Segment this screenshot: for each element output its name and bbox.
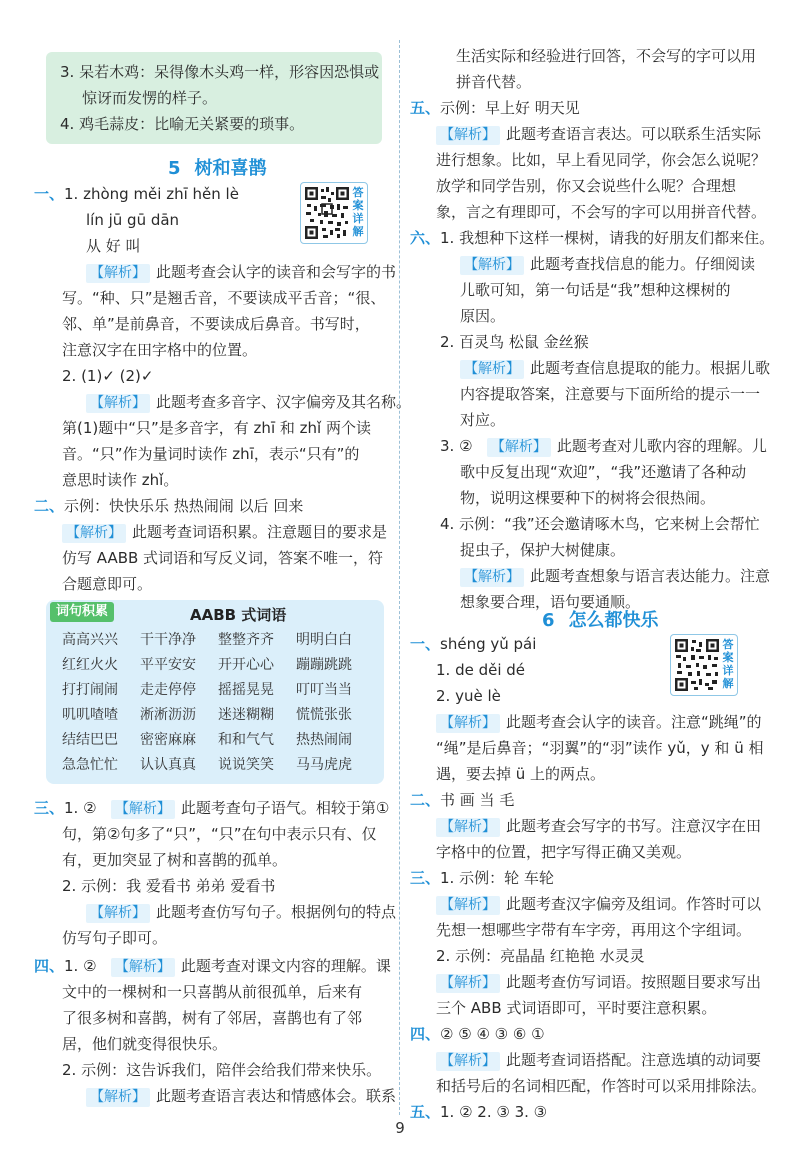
s1-analysis-2: 写。“种、只”是翘舌音，不要读成平舌音；“很、 <box>62 289 386 307</box>
analysis-text: 此题考查词语搭配。注意选填的动词要 <box>506 1051 762 1069</box>
lesson-name: 怎么都快乐 <box>568 610 659 631</box>
word-cell: 打打闹闹 <box>62 682 118 698</box>
word-cell: 明明白白 <box>296 632 352 648</box>
s6c-analysis-2: 歌中反复出现“欢迎”，“我”还邀请了各种动 <box>460 463 747 481</box>
qr-caption: 答案详解 <box>722 638 734 690</box>
analysis-tag: 【解析】 <box>86 394 150 413</box>
s6-analysis-1 <box>460 254 755 275</box>
word-cell: 整整齐齐 <box>218 632 274 648</box>
s4b-analysis-1 <box>86 1086 396 1107</box>
word-cell: 和和气气 <box>218 732 274 748</box>
analysis-tag: 【解析】 <box>436 714 500 733</box>
r2-answer: 书 画 当 毛 <box>440 791 515 809</box>
r2-analysis-2: 字格中的位置，把字写得正确又美观。 <box>436 843 692 861</box>
word-cell: 走走停停 <box>140 682 196 698</box>
idiom-line-3: 4. 鸡毛蒜皮：比喻无关紧要的琐事。 <box>60 115 305 133</box>
s4-analysis-2: 文中的一棵树和一只喜鹊从前很孤单，后来有 <box>62 983 363 1001</box>
s4-question-2: 2. 示例：这告诉我们，陪伴会给我们带来快乐。 <box>62 1061 382 1079</box>
word-cell: 高高兴兴 <box>62 632 118 648</box>
s5-analysis-2: 进行想象。比如，早上看见同学，你会怎么说呢？ <box>436 151 767 169</box>
s1b-analysis-3: 音。“只”作为量词时读作 zhī，表示“只有”的 <box>62 445 360 463</box>
analysis-tag: 【解析】 <box>111 800 175 819</box>
s5-line <box>410 98 580 118</box>
word-cell: 认认真真 <box>140 757 196 773</box>
qr-code-icon[interactable] <box>300 182 368 244</box>
analysis-text: 此题考查语言表达。可以联系生活实际 <box>506 125 762 143</box>
analysis-text: 此题考查词语积累。注意题目的要求是 <box>132 523 388 541</box>
r1-line <box>410 634 536 654</box>
s6-question-4-2: 捉虫子，保护大树健康。 <box>460 541 626 559</box>
section-marker: 二、 <box>410 791 441 809</box>
analysis-text: 此题考查仿写词语。按照题目要求写出 <box>506 973 762 991</box>
analysis-tag: 【解析】 <box>436 896 500 915</box>
word-cell: 马马虎虎 <box>296 757 352 773</box>
r3b-analysis-1 <box>436 972 761 993</box>
s5-analysis-4: 象，言之有理即可，不会写的字可以用拼音代替。 <box>436 203 767 221</box>
word-cell: 开开心心 <box>218 657 274 673</box>
r1-pinyin: shéng yǔ pái <box>440 635 537 653</box>
s1b-analysis-4: 意思时读作 zhǐ。 <box>62 471 179 489</box>
s6-analysis-3: 原因。 <box>460 307 506 325</box>
lesson-name: 树和喜鹊 <box>194 158 267 179</box>
analysis-tag: 【解析】 <box>86 264 150 283</box>
r4-answer: ② ⑤ ④ ③ ⑥ ① <box>440 1025 545 1043</box>
word-cell: 热热闹闹 <box>296 732 352 748</box>
analysis-text: 此题考查对课文内容的理解。课 <box>180 957 391 975</box>
r4-analysis-1 <box>436 1050 761 1071</box>
s6-question-2: 2. 百灵鸟 松鼠 金丝猴 <box>440 333 589 351</box>
page-number: 9 <box>395 1119 405 1137</box>
analysis-tag: 【解析】 <box>460 360 524 379</box>
r3-analysis-1 <box>436 894 761 915</box>
analysis-text: 此题考查仿写句子。根据例句的特点 <box>156 903 397 921</box>
s1-analysis-4: 注意汉字在田字格中的位置。 <box>62 341 258 359</box>
s1-pinyin-2: lín jū gū dān <box>86 211 180 229</box>
s3b-analysis-1 <box>86 902 396 923</box>
cont-line-2: 拼音代替。 <box>456 73 532 91</box>
lesson-number: 6 <box>542 610 555 631</box>
analysis-text: 此题考查信息提取的能力。根据儿歌 <box>530 359 771 377</box>
word-cell: 急急忙忙 <box>62 757 118 773</box>
s6d-analysis-2: 想象要合理，语句要通顺。 <box>460 593 641 611</box>
analysis-tag: 【解析】 <box>436 818 500 837</box>
s5-analysis-1 <box>436 124 761 145</box>
s6b-analysis-3: 对应。 <box>460 411 506 429</box>
s1-pinyin-1: 1. zhòng měi zhī hěn lè <box>64 185 239 203</box>
s1-analysis-3: 邻、单”是前鼻音，不要读成后鼻音。书写时， <box>62 315 370 333</box>
s3-analysis-2: 句，第②句多了“只”，“只”在句中表示只有、仅 <box>62 825 377 843</box>
r1-analysis-2: “绳”是后鼻音；“羽翼”的“羽”读作 yǔ，y 和 ü 相 <box>436 739 764 757</box>
s2-analysis-3: 合题意即可。 <box>62 575 153 593</box>
s6-line-1 <box>410 228 774 248</box>
lesson-number: 5 <box>168 158 181 179</box>
qr-pattern-icon <box>304 186 350 240</box>
analysis-tag: 【解析】 <box>436 974 500 993</box>
s3b-analysis-2: 仿写句子即可。 <box>62 929 168 947</box>
column-divider <box>399 40 400 1115</box>
s6-analysis-2: 儿歌可知，第一句话是“我”想种这棵树的 <box>460 281 731 299</box>
r3-question-2: 2. 示例：亮晶晶 红艳艳 水灵灵 <box>436 947 645 965</box>
analysis-text: 此题考查多音字、汉字偏旁及其名称。 <box>156 393 412 411</box>
s1-chars: 从 好 叫 <box>86 237 141 255</box>
word-cell: 密密麻麻 <box>140 732 196 748</box>
s1b-analysis-1 <box>86 392 411 413</box>
r1-analysis-3: 遇，要去掉 ü 上的两点。 <box>436 765 606 783</box>
section-marker: 三、 <box>34 799 65 817</box>
r1-question-2: 2. yuè lè <box>436 687 501 705</box>
analysis-tag: 【解析】 <box>62 524 126 543</box>
s1-question-2: 2. (1)✓ (2)✓ <box>62 367 154 385</box>
s6b-analysis-2: 内容提取答案，注意要与下面所给的提示一一 <box>460 385 761 403</box>
cont-line-1: 生活实际和经验进行回答，不会写的字可以用 <box>456 47 757 65</box>
word-cell: 蹦蹦跳跳 <box>296 657 352 673</box>
section-marker: 一、 <box>410 635 441 653</box>
analysis-tag: 【解析】 <box>487 438 551 457</box>
analysis-text: 此题考查想象与语言表达能力。注意 <box>530 567 771 585</box>
r2-analysis-1 <box>436 816 761 837</box>
section-marker: 一、 <box>34 185 65 203</box>
r3b-analysis-2: 三个 ABB 式词语即可，平时要注意积累。 <box>436 999 717 1017</box>
lesson-5-title <box>168 154 267 180</box>
s6b-analysis-1 <box>460 358 770 379</box>
idiom-line-1: 3. 呆若木鸡：呆得像木头鸡一样，形容因恐惧或 <box>60 63 380 81</box>
r3-q1: 1. 示例：轮 车轮 <box>440 869 554 887</box>
analysis-tag: 【解析】 <box>86 1088 150 1107</box>
r2-line <box>410 790 514 810</box>
s6c-analysis-3: 物，说明这棵要种下的树将会很热闹。 <box>460 489 716 507</box>
word-block-title: AABB 式词语 <box>190 606 287 624</box>
s4-analysis-4: 居，他们就变得很快乐。 <box>62 1035 228 1053</box>
r5-answer: 1. ② 2. ③ 3. ③ <box>440 1103 548 1121</box>
word-cell: 红红火火 <box>62 657 118 673</box>
word-cell: 结结巴巴 <box>62 732 118 748</box>
section-marker: 二、 <box>34 497 65 515</box>
s3-line-1 <box>34 798 389 819</box>
s1b-analysis-2: 第(1)题中“只”是多音字，有 zhī 和 zhǐ 两个读 <box>62 419 371 437</box>
s6-question-4-1: 4. 示例：“我”还会邀请啄木鸟，它来树上会帮忙 <box>440 515 760 533</box>
s2-analysis-1 <box>62 522 387 543</box>
idiom-line-2: 惊讶而发愣的样子。 <box>82 89 218 107</box>
r3-analysis-2: 先想一想哪些字带有车字旁，再用这个字组词。 <box>436 921 752 939</box>
analysis-text: 此题考查句子语气。相较于第① <box>180 799 390 817</box>
word-cell: 叽叽喳喳 <box>62 707 118 723</box>
analysis-tag: 【解析】 <box>111 958 175 977</box>
analysis-tag: 【解析】 <box>460 568 524 587</box>
s1-analysis-1 <box>86 262 396 283</box>
section-marker: 五、 <box>410 1103 441 1121</box>
analysis-text: 此题考查对儿歌内容的理解。儿 <box>556 437 767 455</box>
s4-line-1 <box>34 956 391 977</box>
s3-q1: 1. ② <box>64 799 97 817</box>
word-cell: 迷迷糊糊 <box>218 707 274 723</box>
s5-answer: 示例：早上好 明天见 <box>440 99 580 117</box>
section-marker: 四、 <box>410 1025 441 1043</box>
s2-answer: 示例：快快乐乐 热热闹闹 以后 回来 <box>64 497 304 515</box>
r4-analysis-2: 和括号后的名词相匹配，作答时可以采用排除法。 <box>436 1077 767 1095</box>
r1-question-1: 1. de děi dé <box>436 661 526 679</box>
word-cell: 摇摇晃晃 <box>218 682 274 698</box>
qr-code-icon[interactable] <box>670 634 738 696</box>
word-cell: 淅淅沥沥 <box>140 707 196 723</box>
s3-analysis-3: 有，更加突显了树和喜鹊的孤单。 <box>62 851 288 869</box>
section-marker: 五、 <box>410 99 441 117</box>
analysis-tag: 【解析】 <box>436 126 500 145</box>
analysis-text: 此题考查会写字的书写。注意汉字在田 <box>506 817 762 835</box>
s6d-analysis-1 <box>460 566 770 587</box>
s3-question-2: 2. 示例：我 爱看书 弟弟 爱看书 <box>62 877 276 895</box>
r1-analysis-1 <box>436 712 762 733</box>
s1-line-1 <box>34 184 239 204</box>
analysis-tag: 【解析】 <box>86 904 150 923</box>
analysis-tag: 【解析】 <box>460 256 524 275</box>
analysis-text: 此题考查找信息的能力。仔细阅读 <box>530 255 756 273</box>
s6-question-3 <box>440 436 767 457</box>
s2-analysis-2: 仿写 AABB 式词语和写反义词，答案不唯一，符 <box>62 549 384 567</box>
word-cell: 叮叮当当 <box>296 682 352 698</box>
s6-q3: 3. ② <box>440 437 473 455</box>
section-marker: 四、 <box>34 957 65 975</box>
word-cell: 平平安安 <box>140 657 196 673</box>
analysis-tag: 【解析】 <box>436 1052 500 1071</box>
s6-q1: 1. 我想种下这样一棵树，请我的好朋友们都来住。 <box>440 229 775 247</box>
word-cell: 说说笑笑 <box>218 757 274 773</box>
r4-line <box>410 1024 545 1044</box>
r3-line-1 <box>410 868 554 888</box>
s4-q1: 1. ② <box>64 957 97 975</box>
analysis-text: 此题考查汉字偏旁及组词。作答时可以 <box>506 895 762 913</box>
word-cell: 慌慌张张 <box>296 707 352 723</box>
s5-analysis-3: 放学和同学告别，你又会说些什么呢？合理想 <box>436 177 737 195</box>
section-marker: 六、 <box>410 229 441 247</box>
lesson-6-title <box>542 606 659 632</box>
analysis-text: 此题考查会认字的读音。注意“跳绳”的 <box>506 713 762 731</box>
word-cell: 干干净净 <box>140 632 196 648</box>
section-marker: 三、 <box>410 869 441 887</box>
s2-line <box>34 496 303 516</box>
analysis-text: 此题考查语言表达和情感体会。联系 <box>156 1087 397 1105</box>
analysis-text: 此题考查会认字的读音和会写字的书 <box>156 263 397 281</box>
qr-pattern-icon <box>674 638 720 692</box>
s4-analysis-3: 了很多树和喜鹊，树有了邻居，喜鹊也有了邻 <box>62 1009 363 1027</box>
word-block-tag: 词句积累 <box>50 602 114 622</box>
qr-caption: 答案详解 <box>352 186 364 238</box>
